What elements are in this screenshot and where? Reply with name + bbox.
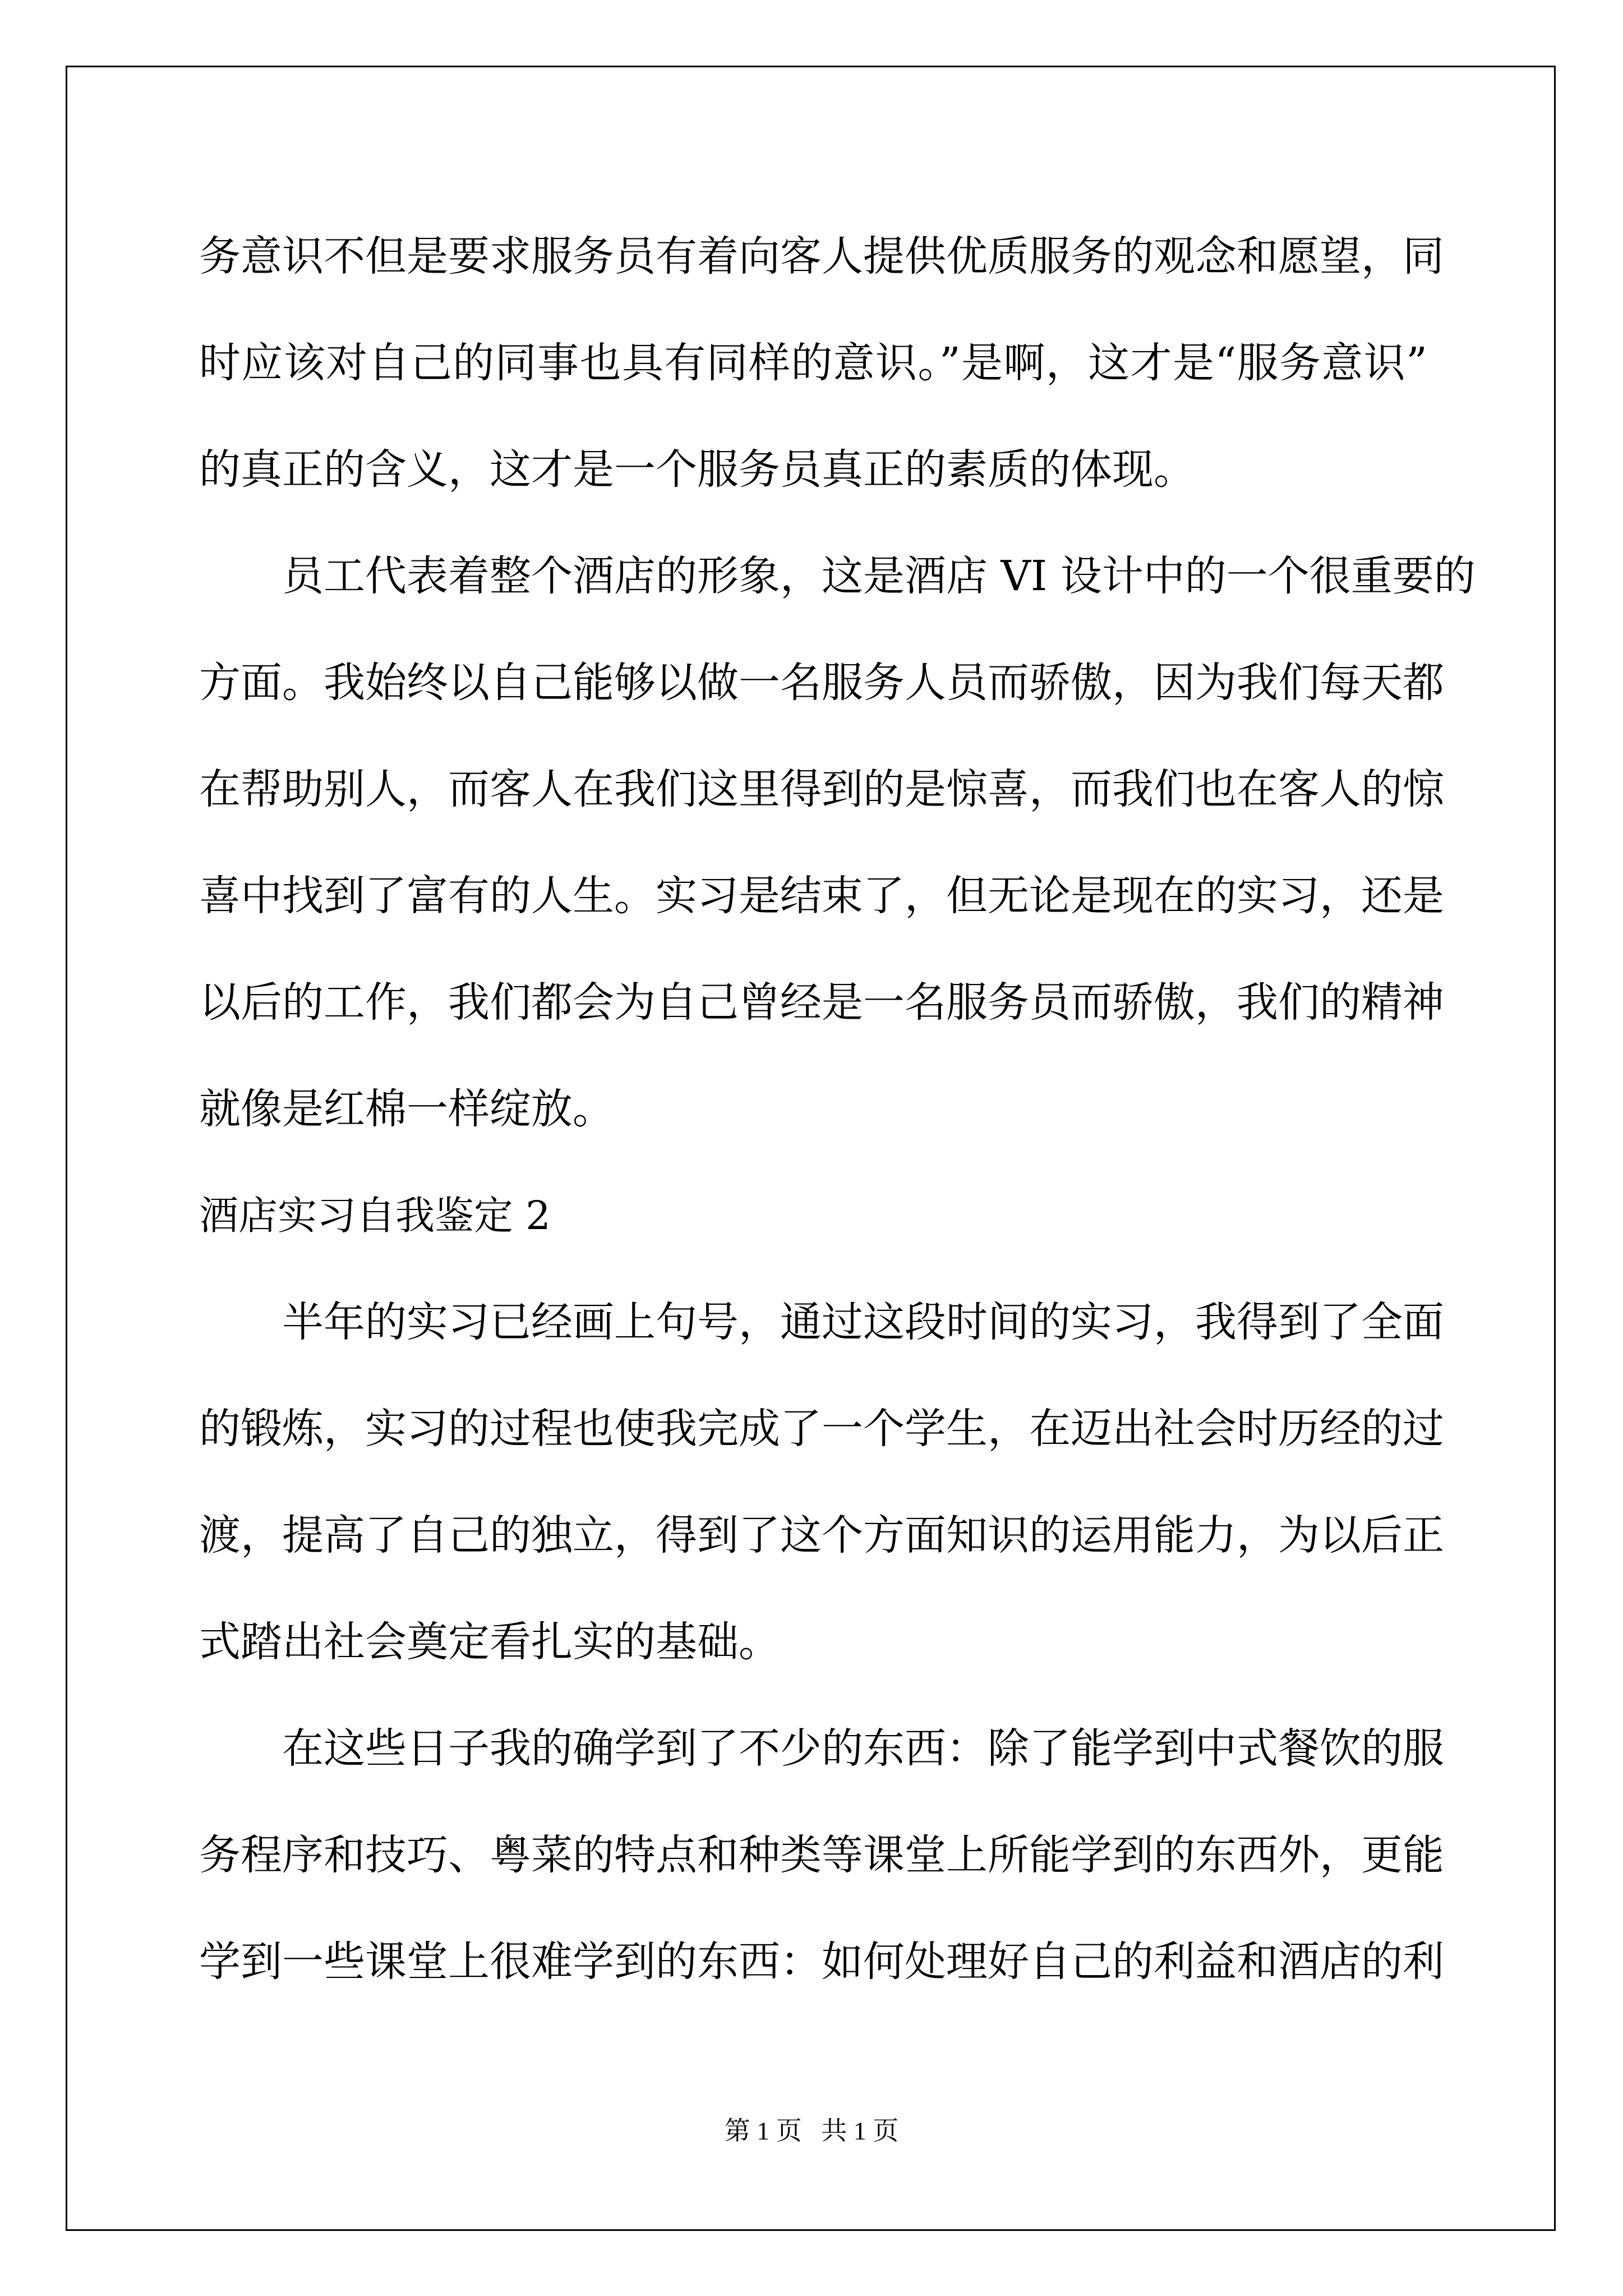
text-line-6: 在帮助别人，而客人在我们这里得到的是惊喜，而我们也在客人的惊 xyxy=(199,765,1444,813)
text-line-13: 渡，提高了自己的独立，得到了这个方面知识的运用能力，为以后正 xyxy=(199,1511,1444,1559)
text-line-1: 务意识不但是要求服务员有着向客人提供优质服务的观念和愿望，同 xyxy=(199,232,1444,280)
text-line-14: 式踏出社会奠定看扎实的基础。 xyxy=(199,1618,780,1666)
text-line-17: 学到一些课堂上很难学到的东西：如何处理好自己的利益和酒店的利 xyxy=(199,1938,1444,1986)
text-line-8: 以后的工作，我们都会为自己曾经是一名服务员而骄傲，我们的精神 xyxy=(199,978,1444,1027)
page-number-footer: 第 1 页 共 1 页 xyxy=(724,2116,899,2145)
text-line-11: 半年的实习已经画上句号，通过这段时间的实习，我得到了全面 xyxy=(282,1298,1444,1346)
text-line-7: 喜中找到了富有的人生。实习是结束了，但无论是现在的实习，还是 xyxy=(199,872,1444,920)
text-line-2: 时应该对自己的同事也具有同样的意识。”是啊，这才是“服务意识” xyxy=(199,339,1427,387)
text-line-4: 员工代表着整个酒店的形象，这是酒店 VI 设计中的一个很重要的 xyxy=(282,552,1476,600)
text-line-3: 的真正的含义，这才是一个服务员真正的素质的体现。 xyxy=(199,445,1195,494)
text-line-9: 就像是红棉一样绽放。 xyxy=(199,1085,614,1133)
text-line-5: 方面。我始终以自己能够以做一名服务人员而骄傲，因为我们每天都 xyxy=(199,659,1444,707)
text-line-12: 的锻炼，实习的过程也使我完成了一个学生，在迈出社会时历经的过 xyxy=(199,1405,1444,1453)
document-body xyxy=(199,203,1476,2015)
text-line-15: 在这些日子我的确学到了不少的东西：除了能学到中式餐饮的服 xyxy=(282,1724,1444,1773)
section-heading: 酒店实习自我鉴定 2 xyxy=(199,1193,551,1239)
text-line-16: 务程序和技巧、粤菜的特点和种类等课堂上所能学到的东西外，更能 xyxy=(199,1831,1444,1879)
